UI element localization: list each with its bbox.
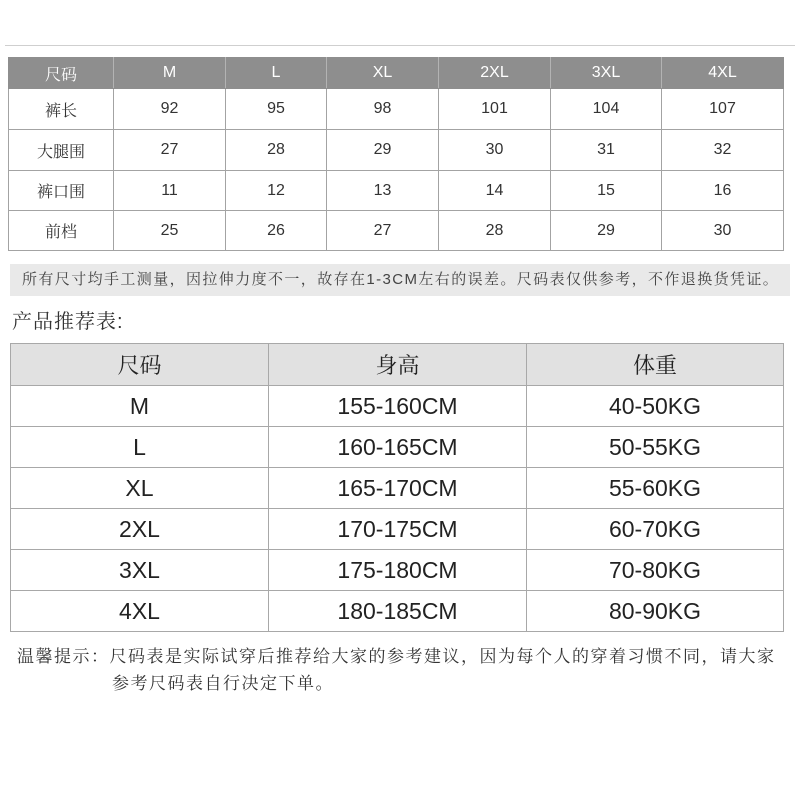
measurement-value: 104 xyxy=(551,89,662,130)
recommend-height-cell: 170-175CM xyxy=(269,509,527,550)
recommend-size-cell: M xyxy=(11,386,269,427)
measurement-value: 107 xyxy=(662,89,784,130)
recommend-size-cell: 4XL xyxy=(11,591,269,632)
recommend-weight-cell: 50-55KG xyxy=(527,427,784,468)
recommend-row xyxy=(11,550,784,591)
size-chart-header-cell: M xyxy=(114,58,226,89)
recommend-row xyxy=(11,591,784,632)
measurement-value: 27 xyxy=(327,211,439,251)
recommend-height-cell: 175-180CM xyxy=(269,550,527,591)
size-chart-header-cell: 尺码 xyxy=(9,58,114,89)
size-chart-header-cell: 4XL xyxy=(662,58,784,89)
recommend-row xyxy=(11,386,784,427)
measurement-label: 大腿围 xyxy=(9,130,114,171)
recommend-weight-cell: 80-90KG xyxy=(527,591,784,632)
tip-text-line-1: 温馨提示：尺码表是实际试穿后推荐给大家的参考建议，因为每个人的穿着习惯不同，请大家 xyxy=(17,647,776,666)
measurement-value: 25 xyxy=(114,211,226,251)
recommend-table xyxy=(10,343,784,632)
measurement-note-bar xyxy=(10,264,790,296)
measurement-value: 98 xyxy=(327,89,439,130)
measurement-value: 29 xyxy=(551,211,662,251)
measurement-value: 31 xyxy=(551,130,662,171)
recommend-height-cell: 180-185CM xyxy=(269,591,527,632)
recommend-height-cell: 155-160CM xyxy=(269,386,527,427)
size-chart-row xyxy=(9,211,784,251)
recommend-height-cell: 165-170CM xyxy=(269,468,527,509)
recommend-size-cell: XL xyxy=(11,468,269,509)
measurement-value: 28 xyxy=(439,211,551,251)
recommend-weight-cell: 70-80KG xyxy=(527,550,784,591)
size-chart-header-cell: XL xyxy=(327,58,439,89)
recommend-row xyxy=(11,509,784,550)
measurement-value: 29 xyxy=(327,130,439,171)
measurement-value: 12 xyxy=(226,171,327,211)
recommend-weight-cell: 60-70KG xyxy=(527,509,784,550)
measurement-note-text: 所有尺寸均手工测量，因拉伸力度不一，故存在1-3CM左右的误差。尺码表仅供参考，不作退换货凭证。 xyxy=(22,271,780,288)
recommend-size-cell: 3XL xyxy=(11,550,269,591)
measurement-value: 95 xyxy=(226,89,327,130)
size-chart-row xyxy=(9,130,784,171)
measurement-value: 30 xyxy=(662,211,784,251)
size-chart-table xyxy=(8,57,784,251)
size-chart-header-cell: 2XL xyxy=(439,58,551,89)
recommend-title: 产品推荐表: xyxy=(12,311,124,333)
recommend-row xyxy=(11,468,784,509)
size-chart-row xyxy=(9,171,784,211)
measurement-value: 15 xyxy=(551,171,662,211)
recommend-row xyxy=(11,427,784,468)
recommend-header-row xyxy=(11,344,784,386)
measurement-value: 11 xyxy=(114,171,226,211)
top-divider xyxy=(5,45,795,46)
measurement-value: 13 xyxy=(327,171,439,211)
measurement-value: 32 xyxy=(662,130,784,171)
measurement-value: 30 xyxy=(439,130,551,171)
measurement-value: 101 xyxy=(439,89,551,130)
recommend-size-cell: L xyxy=(11,427,269,468)
recommend-weight-cell: 40-50KG xyxy=(527,386,784,427)
recommend-header-cell: 体重 xyxy=(527,344,784,386)
measurement-value: 28 xyxy=(226,130,327,171)
recommend-height-cell: 160-165CM xyxy=(269,427,527,468)
measurement-value: 16 xyxy=(662,171,784,211)
measurement-label: 裤长 xyxy=(9,89,114,130)
size-chart-header-cell: L xyxy=(226,58,327,89)
size-chart-header-cell: 3XL xyxy=(551,58,662,89)
measurement-label: 裤口围 xyxy=(9,171,114,211)
recommend-size-cell: 2XL xyxy=(11,509,269,550)
size-chart-header-row xyxy=(9,58,784,89)
measurement-value: 26 xyxy=(226,211,327,251)
tip-text-line-2: 参考尺码表自行决定下单。 xyxy=(112,674,334,693)
recommend-header-cell: 身高 xyxy=(269,344,527,386)
recommend-header-cell: 尺码 xyxy=(11,344,269,386)
measurement-value: 92 xyxy=(114,89,226,130)
measurement-value: 14 xyxy=(439,171,551,211)
measurement-label: 前档 xyxy=(9,211,114,251)
measurement-value: 27 xyxy=(114,130,226,171)
size-chart-row xyxy=(9,89,784,130)
recommend-weight-cell: 55-60KG xyxy=(527,468,784,509)
